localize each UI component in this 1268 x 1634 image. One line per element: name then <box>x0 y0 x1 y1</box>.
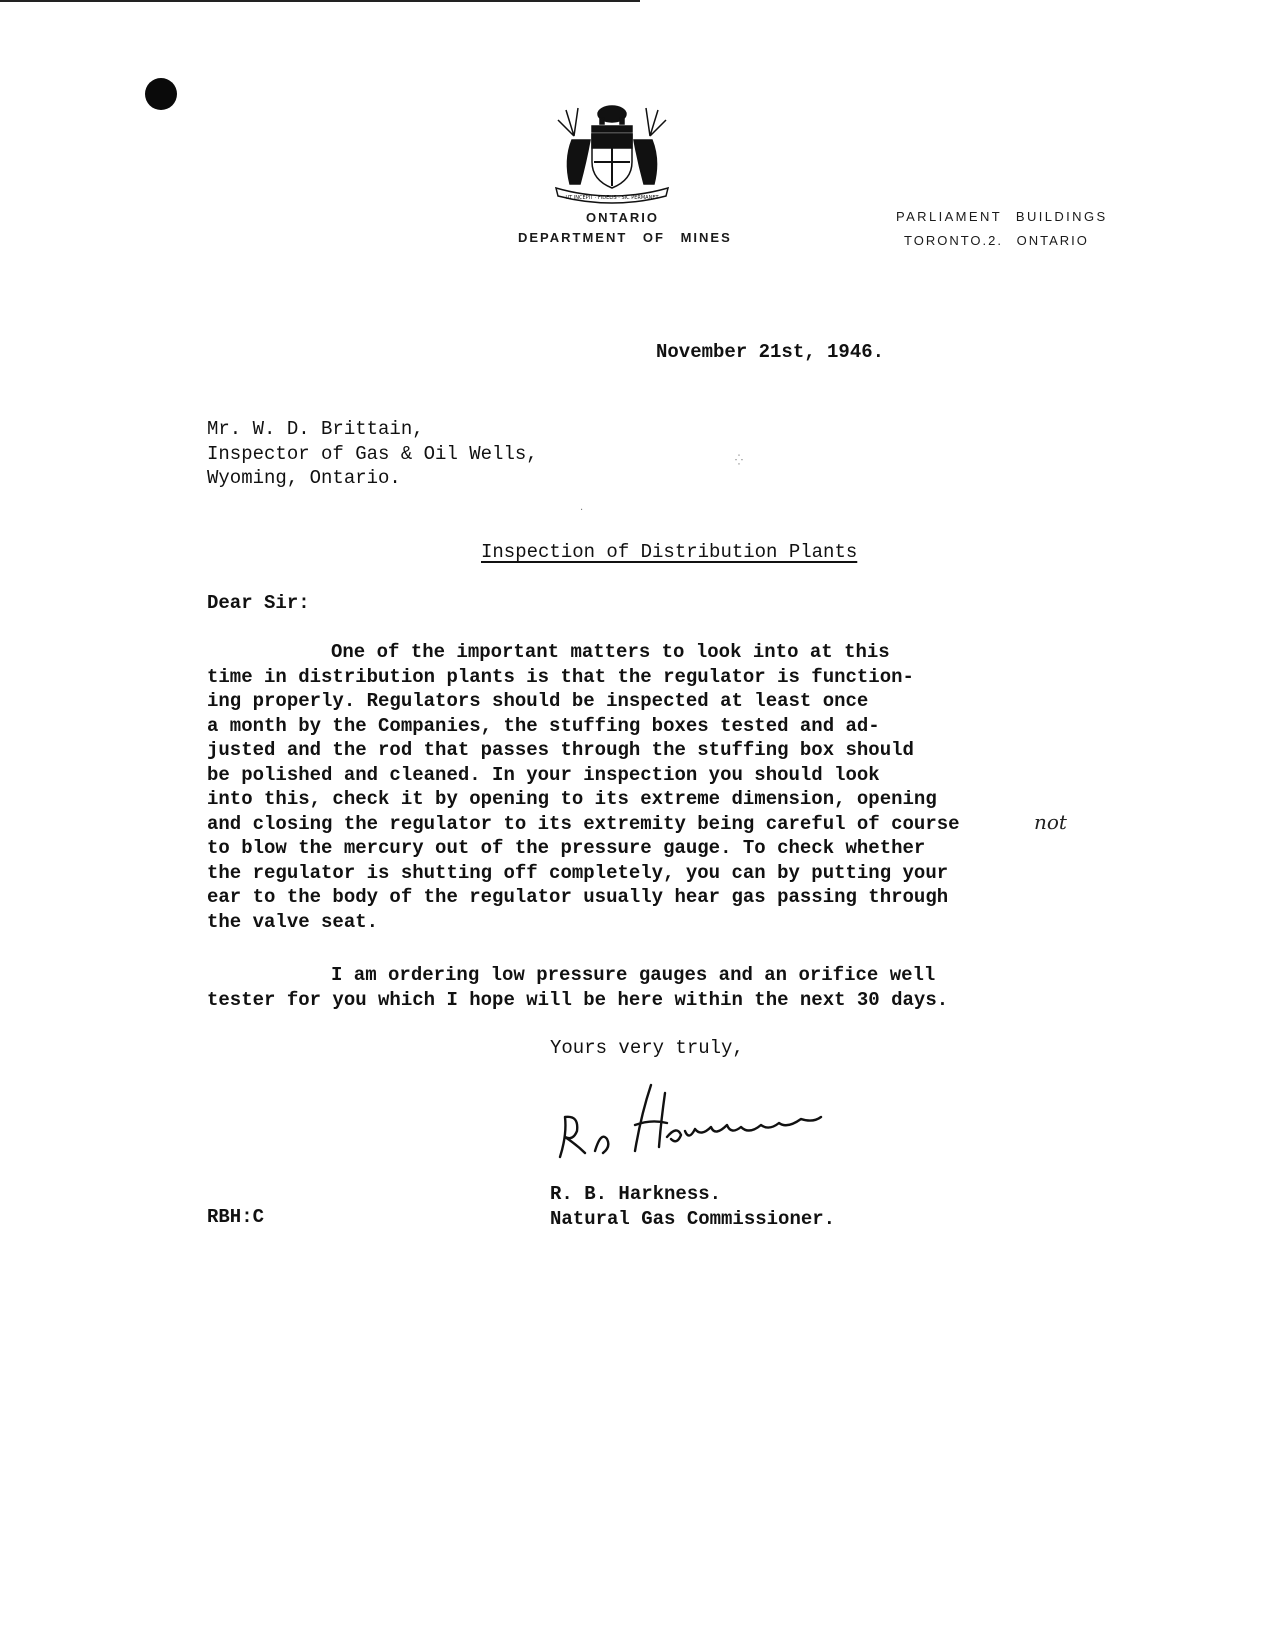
recipient-name: Mr. W. D. Brittain, <box>207 418 424 440</box>
paragraph-line: tester for you which I hope will be here within the next 30 days. <box>207 988 949 1011</box>
salutation: Dear Sir: <box>207 592 310 614</box>
complimentary-close: Yours very truly, <box>550 1037 744 1059</box>
paragraph-line: and closing the regulator to its extremity being careful of course <box>207 812 960 835</box>
ontario-coat-of-arms-icon <box>552 100 672 205</box>
letter-date: November 21st, 1946. <box>656 341 885 363</box>
paragraph-line: ear to the body of the regulator usually hear gas passing through <box>207 886 949 908</box>
paragraph-line: justed and the rod that passes through the stuffing box should <box>207 739 914 761</box>
body-paragraph-1 <box>207 640 960 934</box>
body-paragraph-2 <box>207 963 948 1012</box>
paragraph-line: One of the important matters to look into at this <box>331 641 890 663</box>
signatory-name: R. B. Harkness. <box>550 1183 722 1205</box>
handwritten-insert: not <box>1034 810 1067 834</box>
paragraph-line: to blow the mercury out of the pressure gauge. To check whether <box>207 837 926 859</box>
reference-initials: RBH:C <box>207 1206 265 1228</box>
subject-line: Inspection of Distribution Plants <box>481 541 858 563</box>
recipient-location: Wyoming, Ontario. <box>207 467 401 489</box>
paragraph-line: the valve seat. <box>207 910 379 933</box>
paragraph-line: be polished and cleaned. In your inspection you should look <box>207 763 880 786</box>
signatory-block <box>550 1182 835 1231</box>
scan-speck: · <box>580 505 584 516</box>
paragraph-line: the regulator is shutting off completely, you can by putting your <box>207 861 949 884</box>
paragraph-line: I am ordering low pressure gauges and an orifice well <box>331 964 936 986</box>
recipient-title: Inspector of Gas & Oil Wells, <box>207 442 538 465</box>
signatory-title: Natural Gas Commissioner. <box>550 1207 836 1230</box>
paragraph-line: a month by the Companies, the stuffing boxes tested and ad- <box>207 714 880 737</box>
svg-text:UT INCEPIT · FIDELIS · SIC PER: UT INCEPIT · FIDELIS · SIC PERMANET <box>565 195 659 201</box>
scan-speck: ⁛ <box>735 455 743 466</box>
handwritten-signature <box>555 1075 915 1175</box>
paragraph-line: ing properly. Regulators should be inspected at least once <box>207 690 869 712</box>
punch-hole <box>145 78 177 110</box>
scan-edge-line <box>0 0 640 2</box>
recipient-address <box>207 417 538 491</box>
letterhead-address-line2: TORONTO.2. ONTARIO <box>904 233 1089 248</box>
letterhead-department: DEPARTMENT OF MINES <box>518 230 732 245</box>
letterhead-address-line1: PARLIAMENT BUILDINGS <box>896 209 1108 224</box>
paragraph-line: into this, check it by opening to its extreme dimension, opening <box>207 788 937 810</box>
letterhead-province: ONTARIO <box>586 210 659 225</box>
paragraph-line: time in distribution plants is that the regulator is function- <box>207 665 914 688</box>
